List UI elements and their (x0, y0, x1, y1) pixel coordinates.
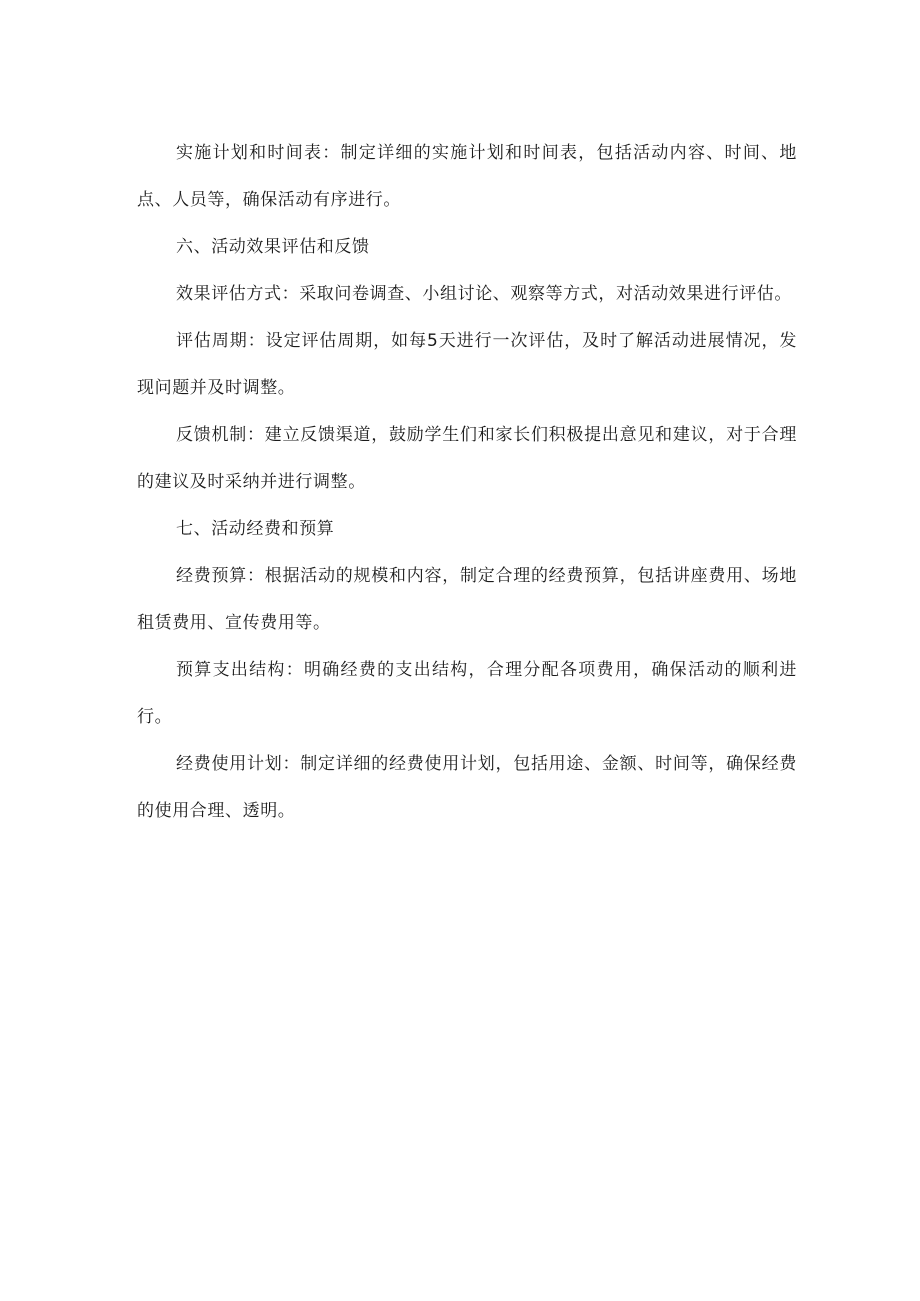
paragraph-evaluation-cycle: 评估周期：设定评估周期，如每5天进行一次评估，及时了解活动进展情况，发现问题并及时调整。 (137, 331, 797, 398)
paragraph-feedback-mechanism: 反馈机制：建立反馈渠道，鼓励学生们和家长们积极提出意见和建议，对于合理的建议及时采纳并进行调整。 (137, 425, 797, 492)
section-heading-budget: 七、活动经费和预算 (176, 519, 335, 539)
paragraph-budget-structure: 预算支出结构：明确经费的支出结构，合理分配各项费用，确保活动的顺利进行。 (137, 660, 797, 727)
paragraph-budget: 经费预算：根据活动的规模和内容，制定合理的经费预算，包括讲座费用、场地租赁费用、宣传费用等。 (137, 566, 797, 633)
document-body (137, 130, 797, 835)
paragraph-evaluation-method: 效果评估方式：采取问卷调查、小组讨论、观察等方式，对活动效果进行评估。 (176, 284, 792, 304)
paragraph-budget-usage-plan: 经费使用计划：制定详细的经费使用计划，包括用途、金额、时间等，确保经费的使用合理、透明。 (137, 754, 797, 821)
section-heading-evaluation: 六、活动效果评估和反馈 (176, 237, 370, 257)
paragraph-implementation-plan: 实施计划和时间表：制定详细的实施计划和时间表，包括活动内容、时间、地点、人员等，确保活动有序进行。 (137, 143, 797, 210)
